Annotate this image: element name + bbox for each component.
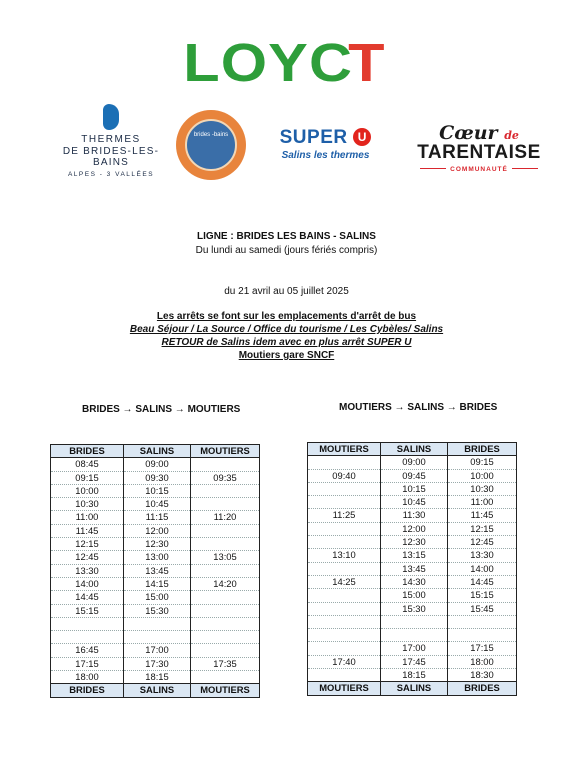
table-cell: 12:15 [448,522,517,535]
period-text: du 21 avril au 05 juillet 2025 [224,286,349,297]
table-row [51,631,260,644]
table-row [308,536,517,549]
table-cell [308,456,381,469]
table-cell: 11:45 [448,509,517,522]
table-cell: 17:35 [191,657,260,670]
table-cell: SALINS [124,445,191,458]
table-cell [191,617,260,630]
table-cell: 14:30 [381,575,448,588]
table-cell: 10:30 [448,482,517,495]
table-cell: 15:30 [124,604,191,617]
table-cell: 14:15 [124,577,191,590]
table-cell [448,629,517,642]
table-row [308,629,517,642]
super-u-text: SUPER [279,127,348,148]
table-cell [308,562,381,575]
table-cell [308,522,381,535]
table-cell: 09:15 [448,456,517,469]
table-cell: 10:15 [124,484,191,497]
table-row [51,577,260,590]
table-row [51,617,260,630]
table-cell: BRIDES [51,684,124,697]
table-row [51,671,260,684]
table-row [51,498,260,511]
table-cell [191,458,260,471]
table-row [308,482,517,495]
table-row [308,602,517,615]
table-cell [308,482,381,495]
table-cell: 15:00 [381,589,448,602]
table-cell: 10:15 [381,482,448,495]
super-u-tagline: Salins les thermes [281,150,370,161]
table-row [51,604,260,617]
table-cell: 11:00 [51,511,124,524]
thermes-logo [46,104,176,178]
thermes-mark-icon [103,104,119,130]
table-cell: 12:45 [51,551,124,564]
table-row [308,642,517,655]
table-cell: 17:30 [124,657,191,670]
table-cell [191,564,260,577]
table-cell: 15:15 [51,604,124,617]
coeur-script-de: de [504,129,519,142]
table-cell: 09:45 [381,469,448,482]
table-cell: 13:45 [124,564,191,577]
ligne-title: LIGNE : BRIDES LES BAINS - SALINS [197,231,376,242]
note-line2: Beau Séjour / La Source / Office du tourisme / Les Cybèles/ Salins [129,324,444,335]
table-cell: BRIDES [51,445,124,458]
table-cell [191,524,260,537]
table-cell [191,484,260,497]
table-cell: 12:30 [124,538,191,551]
table-cell: 12:45 [448,536,517,549]
thermes-line1: THERMES [81,134,141,145]
table-cell: 11:25 [308,509,381,522]
table-cell: 10:45 [124,498,191,511]
table-cell: 16:45 [51,644,124,657]
coeur-name: TARENTAISE [417,142,541,163]
table-cell: 09:15 [51,471,124,484]
table-cell [308,642,381,655]
table-cell: 13:30 [51,564,124,577]
badge-label: brides -bains [193,132,229,138]
loyet-logo-accent: T [348,33,387,93]
table-cell [308,589,381,602]
thermes-line2: DE BRIDES-LES-BAINS [62,146,160,168]
loyet-logo [0,32,573,94]
table-row [51,551,260,564]
table-cell: 18:00 [448,655,517,668]
table-cell: 14:25 [308,575,381,588]
note-line1: Les arrêts se font sur les emplacements d'arrêt de bus [156,311,417,322]
table-row [51,657,260,670]
table-cell: BRIDES [448,443,517,456]
table-footer-row [308,682,517,695]
table-cell: 17:00 [381,642,448,655]
table-header-row [308,443,517,456]
table-cell [448,615,517,628]
table-cell [191,498,260,511]
table-row [308,522,517,535]
table-cell: 15:00 [124,591,191,604]
table-row [51,458,260,471]
table-row [308,575,517,588]
table-cell: 12:00 [124,524,191,537]
coeur-sub: COMMUNAUTÉ [412,166,546,173]
table-cell: 10:45 [381,496,448,509]
right-table-title: MOUTIERS → SALINS → BRIDES [339,402,498,413]
table-cell: 09:00 [381,456,448,469]
table-cell: 17:45 [381,655,448,668]
table-cell: SALINS [381,443,448,456]
table-row [51,471,260,484]
table-cell: 17:15 [448,642,517,655]
table-row [51,564,260,577]
table-cell: MOUTIERS [308,682,381,695]
brides-bains-badge-logo [176,110,246,180]
table-cell: SALINS [124,684,191,697]
table-cell [191,604,260,617]
table-row [308,496,517,509]
table-footer-row [51,684,260,697]
moutiers-salins-brides-table [307,442,517,696]
table-cell [308,602,381,615]
table-cell: 13:05 [191,551,260,564]
table-cell: MOUTIERS [191,684,260,697]
table-cell: 09:40 [308,469,381,482]
table-row [308,655,517,668]
table-row [308,669,517,682]
table-cell: 18:15 [381,669,448,682]
table-row [308,615,517,628]
table-row [51,538,260,551]
table-cell: 13:10 [308,549,381,562]
table-row [308,456,517,469]
table-cell: 09:30 [124,471,191,484]
table-cell: 12:00 [381,522,448,535]
loyet-logo-green: LOYC [183,33,354,93]
days-text: Du lundi au samedi (jours fériés compris) [195,245,378,256]
table-cell: 18:15 [124,671,191,684]
table-cell: 12:15 [51,538,124,551]
table-cell: BRIDES [448,682,517,695]
coeur-script-word: Cœur [439,122,498,144]
table-cell: 09:35 [191,471,260,484]
badge-inner-icon [185,119,237,171]
table-cell: 15:15 [448,589,517,602]
table-header-row [51,445,260,458]
table-cell: 11:30 [381,509,448,522]
table-cell [51,631,124,644]
table-cell: 11:45 [51,524,124,537]
table-cell [308,669,381,682]
coeur-tarentaise-logo [412,122,546,173]
table-cell: 14:45 [448,575,517,588]
table-cell: 15:30 [381,602,448,615]
brides-salins-moutiers-table [50,444,260,698]
table-cell: 14:00 [448,562,517,575]
table-cell [51,617,124,630]
table-cell: 12:30 [381,536,448,549]
table-row [51,591,260,604]
table-cell [308,536,381,549]
table-cell: 10:00 [448,469,517,482]
table-cell: 13:15 [381,549,448,562]
table-cell [191,631,260,644]
left-table-title: BRIDES → SALINS → MOUTIERS [82,404,241,415]
table-cell [191,538,260,551]
table-cell [308,629,381,642]
table-cell [308,615,381,628]
coeur-script [412,122,546,144]
table-cell: 13:30 [448,549,517,562]
table-cell: MOUTIERS [191,445,260,458]
table-cell: 17:00 [124,644,191,657]
table-cell: 17:40 [308,655,381,668]
table-row [51,511,260,524]
table-cell: 17:15 [51,657,124,670]
table-cell: 10:00 [51,484,124,497]
table-cell: MOUTIERS [308,443,381,456]
super-u-name [268,127,383,149]
note-line4: Moutiers gare SNCF [238,350,335,361]
table-cell: 14:00 [51,577,124,590]
table-row [308,589,517,602]
table-cell: 09:00 [124,458,191,471]
table-cell: 10:30 [51,498,124,511]
table-row [308,509,517,522]
table-row [51,644,260,657]
table-row [308,562,517,575]
table-row [51,484,260,497]
table-cell: 14:20 [191,577,260,590]
table-cell [124,631,191,644]
loyet-logo-text [183,32,387,94]
table-cell: 14:45 [51,591,124,604]
table-cell: 13:45 [381,562,448,575]
table-cell [381,615,448,628]
table-cell: 18:00 [51,671,124,684]
table-cell [191,644,260,657]
table-cell [191,591,260,604]
table-cell: 11:20 [191,511,260,524]
thermes-line3: ALPES - 3 VALLÉES [67,171,155,178]
table-cell: 15:45 [448,602,517,615]
table-cell: 08:45 [51,458,124,471]
table-cell: 11:00 [448,496,517,509]
super-u-logo [268,127,383,161]
table-cell [308,496,381,509]
table-cell: 11:15 [124,511,191,524]
table-cell: 18:30 [448,669,517,682]
table-row [51,524,260,537]
table-cell [191,671,260,684]
table-cell [381,629,448,642]
table-cell: 13:00 [124,551,191,564]
table-cell: SALINS [381,682,448,695]
table-row [308,549,517,562]
table-row [308,469,517,482]
note-line3: RETOUR de Salins idem avec en plus arrêt SUPER U [161,337,412,348]
table-cell [124,617,191,630]
super-u-icon: U [353,128,371,146]
